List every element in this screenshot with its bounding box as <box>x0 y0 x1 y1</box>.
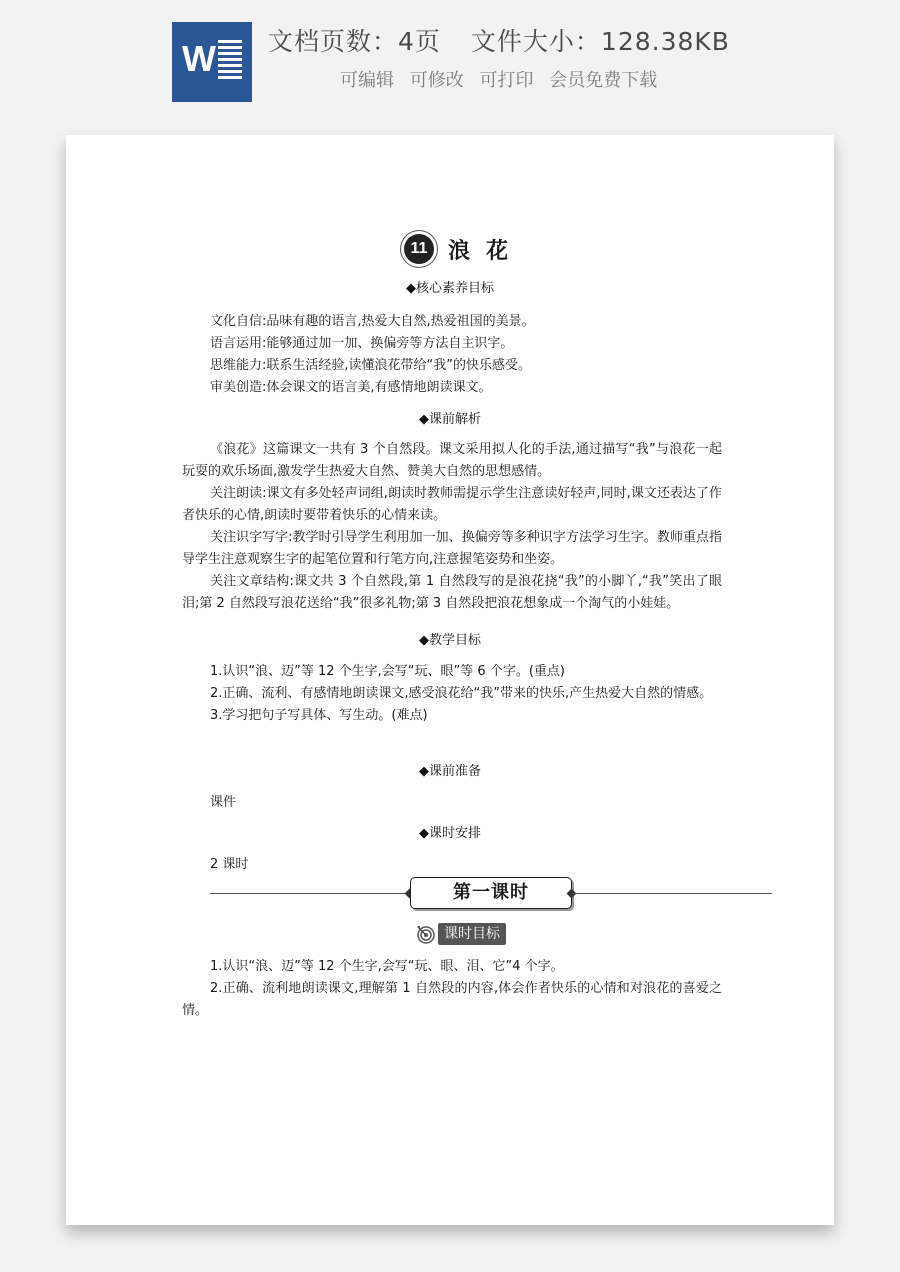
teaching-goal-item: 2.正确、流利、有感情地朗读课文,感受浪花给“我”带来的快乐,产生热爱大自然的情感。 <box>210 686 713 701</box>
section-heading-core: ◆核心素养目标 <box>406 281 494 296</box>
lesson-title <box>400 231 524 267</box>
teaching-goals-body <box>182 661 722 727</box>
analysis-paragraph: 关注朗读:课文有多处轻声词组,朗读时教师需提示学生注意读好轻声,同时,课文还表达了作者快乐的心情,朗读时要带着快乐的心情来读。 <box>182 486 722 523</box>
lesson-number-badge: 11 <box>404 234 434 264</box>
section-heading-preparation: ◆课前准备 <box>419 764 481 779</box>
feature-printable: 可打印 <box>479 70 534 91</box>
core-item: 文化自信:品味有趣的语言,热爱大自然,热爱祖国的美景。 <box>210 314 535 329</box>
period-goal-label: 课时目标 <box>438 923 506 945</box>
feature-list <box>340 66 667 92</box>
download-banner <box>0 0 900 120</box>
document-page <box>66 135 834 1225</box>
feature-editable: 可编辑 <box>340 70 394 91</box>
target-icon <box>416 924 436 944</box>
period-goal-item: 1.认识“浪、迈”等 12 个生字,会写“玩、眼、泪、它”4 个字。 <box>210 959 564 974</box>
analysis-paragraph: 关注识字写字:教学时引导学生利用加一加、换偏旁等多种识字方法学习生字。教师重点指导学生注意观察生字的起笔位置和行笔方向,注意握笔姿势和坐姿。 <box>182 530 722 567</box>
feature-modifiable: 可修改 <box>409 70 464 91</box>
core-item: 审美创造:体会课文的语言美,有感情地朗读课文。 <box>210 380 492 395</box>
period-goal-item: 2.正确、流利地朗读课文,理解第 1 自然段的内容,体会作者快乐的心情和对浪花的喜爱之情。 <box>182 981 722 1018</box>
word-logo-letter: W <box>182 38 216 79</box>
period-goal-tag <box>416 923 506 945</box>
section-heading-analysis: ◆课前解析 <box>419 412 481 427</box>
feature-free-download: 会员免费下载 <box>549 70 658 91</box>
teaching-goal-item: 1.认识“浪、迈”等 12 个生字,会写“玩、眼”等 6 个字。(重点) <box>210 664 565 679</box>
page-count: 文档页数：4页 <box>268 27 441 56</box>
teaching-goal-item: 3.学习把句子写具体、写生动。(难点) <box>210 708 428 723</box>
file-meta <box>268 22 730 58</box>
schedule-text: 2 课时 <box>210 857 249 872</box>
analysis-body <box>182 439 722 615</box>
word-doc-icon <box>172 22 252 102</box>
period-title: 第一课时 <box>410 877 572 909</box>
period-goals-body <box>182 956 722 1022</box>
section-heading-teaching-goals: ◆教学目标 <box>419 633 481 648</box>
lesson-name: 浪花 <box>448 238 525 264</box>
analysis-paragraph: 关注文章结构:课文共 3 个自然段,第 1 自然段写的是浪花挠“我”的小脚丫,“我”笑出了眼泪;第 2 自然段写浪花送给“我”很多礼物;第 3 自然段把浪花想象成一个淘气的小娃娃。 <box>182 574 722 611</box>
core-item: 思维能力:联系生活经验,读懂浪花带给“我”的快乐感受。 <box>210 358 531 373</box>
section-heading-schedule: ◆课时安排 <box>419 826 481 841</box>
file-size: 文件大小：128.38KB <box>470 27 730 56</box>
core-item: 语言运用:能够通过加一加、换偏旁等方法自主识字。 <box>210 336 514 351</box>
preparation-text: 课件 <box>210 795 237 810</box>
period-banner <box>210 877 772 911</box>
analysis-paragraph: 《浪花》这篇课文一共有 3 个自然段。课文采用拟人化的手法,通过描写“我”与浪花一起玩耍的欢乐场面,激发学生热爱大自然、赞美大自然的思想感情。 <box>182 442 722 479</box>
